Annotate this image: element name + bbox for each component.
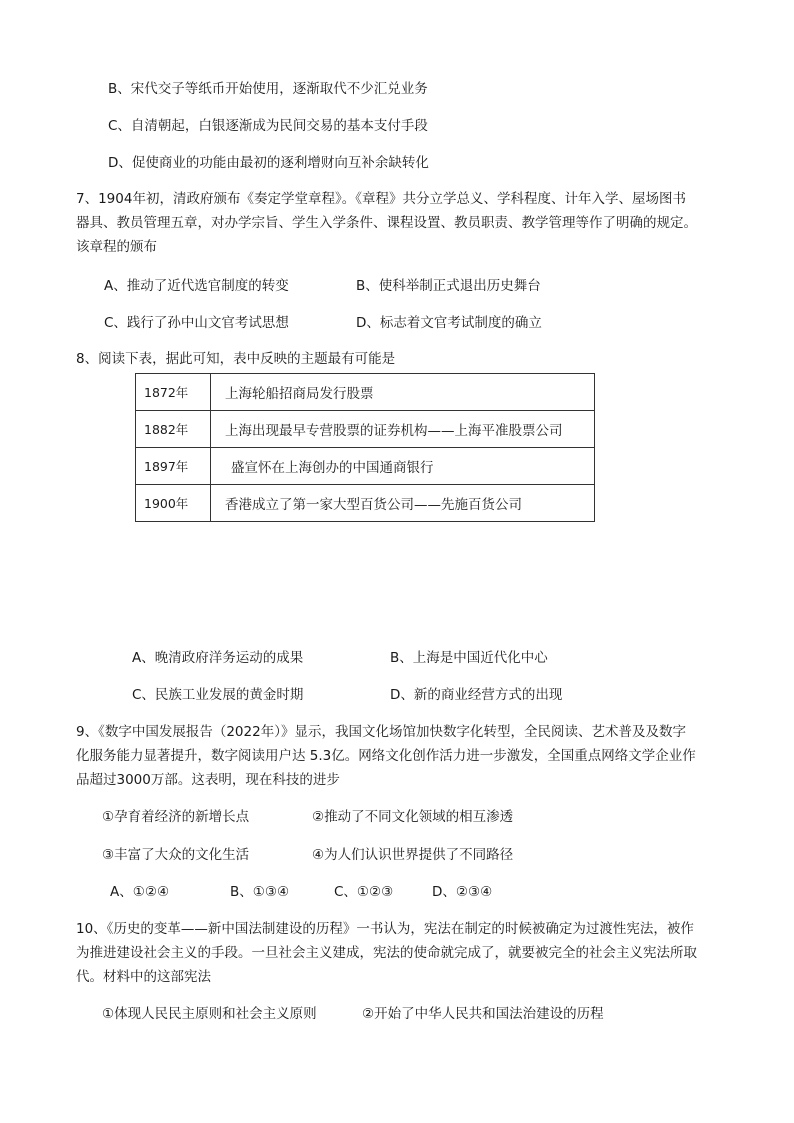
q8-table	[135, 373, 595, 522]
q7-option-a: A、推动了近代选官制度的转变	[104, 278, 289, 294]
table-row	[136, 374, 595, 411]
q9-stem-line: 9、《数字中国发展报告（2022年）》显示，我国文化场馆加快数字化转型，全民阅读、艺术普及及数字	[76, 724, 686, 740]
q9-stem-line: 化服务能力显著提升，数字阅读用户达 5.3亿。网络文化创作活力进一步激发，全国重点网络文学企业作	[76, 748, 696, 764]
q7-option-c: C、践行了孙中山文官考试思想	[104, 315, 289, 331]
event-cell: 香港成立了第一家大型百货公司——先施百货公司	[211, 485, 595, 522]
q9-statement-2: ②推动了不同文化领域的相互渗透	[312, 809, 514, 825]
q6-option-b: B、宋代交子等纸币开始使用，逐渐取代不少汇兑业务	[108, 81, 428, 97]
q7-stem-line: 7、1904年初，清政府颁布《奏定学堂章程》。《章程》共分立学总义、学科程度、计年入学、屋场图书	[76, 191, 686, 207]
q7-stem-line: 该章程的颁布	[76, 239, 157, 255]
year-cell: 1882年	[136, 411, 211, 448]
table-row	[136, 411, 595, 448]
q9-stem	[76, 720, 736, 792]
event-cell: 上海出现最早专营股票的证券机构——上海平准股票公司	[211, 411, 595, 448]
q10-statement-2: ②开始了中华人民共和国法治建设的历程	[362, 1006, 604, 1022]
q9-statement-3: ③丰富了大众的文化生活	[102, 847, 250, 863]
q10-stem-line: 为推进建设社会主义的手段。一旦社会主义建成，宪法的使命就完成了，就要被完全的社会主义宪法所取	[76, 945, 697, 961]
q8-stem: 8、阅读下表，据此可知，表中反映的主题最有可能是	[76, 351, 396, 367]
q6-option-d: D、促使商业的功能由最初的逐利增财向互补余缺转化	[108, 155, 429, 171]
year-cell: 1897年	[136, 448, 211, 485]
q8-option-a: A、晚清政府洋务运动的成果	[132, 650, 304, 666]
q7-stem	[76, 187, 736, 259]
q7-option-d: D、标志着文官考试制度的确立	[356, 315, 542, 331]
table-row	[136, 448, 595, 485]
q9-statement-1: ①孕育着经济的新增长点	[102, 809, 250, 825]
q10-stem	[76, 917, 736, 989]
q8-option-d: D、新的商业经营方式的出现	[390, 687, 563, 703]
year-cell: 1872年	[136, 374, 211, 411]
q9-option-c: C、①②③	[334, 884, 394, 900]
event-cell: 盛宣怀在上海创办的中国通商银行	[211, 448, 595, 485]
year-cell: 1900年	[136, 485, 211, 522]
event-cell: 上海轮船招商局发行股票	[211, 374, 595, 411]
q9-statement-4: ④为人们认识世界提供了不同路径	[312, 847, 514, 863]
q10-stem-line: 10、《历史的变革——新中国法制建设的历程》一书认为，宪法在制定的时候被确定为过渡性宪法，被作	[76, 921, 694, 937]
q9-stem-line: 品超过3000万部。这表明，现在科技的进步	[76, 772, 340, 788]
q10-stem-line: 代。材料中的这部宪法	[76, 969, 211, 985]
q8-option-b: B、上海是中国近代化中心	[390, 650, 548, 666]
q7-stem-line: 器具、教员管理五章，对办学宗旨、学生入学条件、课程设置、教员职责、教学管理等作了明确的规定。	[76, 215, 697, 231]
q8-option-c: C、民族工业发展的黄金时期	[132, 687, 304, 703]
q9-option-a: A、①②④	[110, 884, 170, 900]
q7-option-b: B、使科举制正式退出历史舞台	[356, 278, 541, 294]
q9-option-d: D、②③④	[432, 884, 493, 900]
q6-option-c: C、自清朝起，白银逐渐成为民间交易的基本支付手段	[108, 118, 428, 134]
q9-option-b: B、①③④	[230, 884, 290, 900]
q10-statement-1: ①体现人民民主原则和社会主义原则	[102, 1006, 317, 1022]
table-row	[136, 485, 595, 522]
